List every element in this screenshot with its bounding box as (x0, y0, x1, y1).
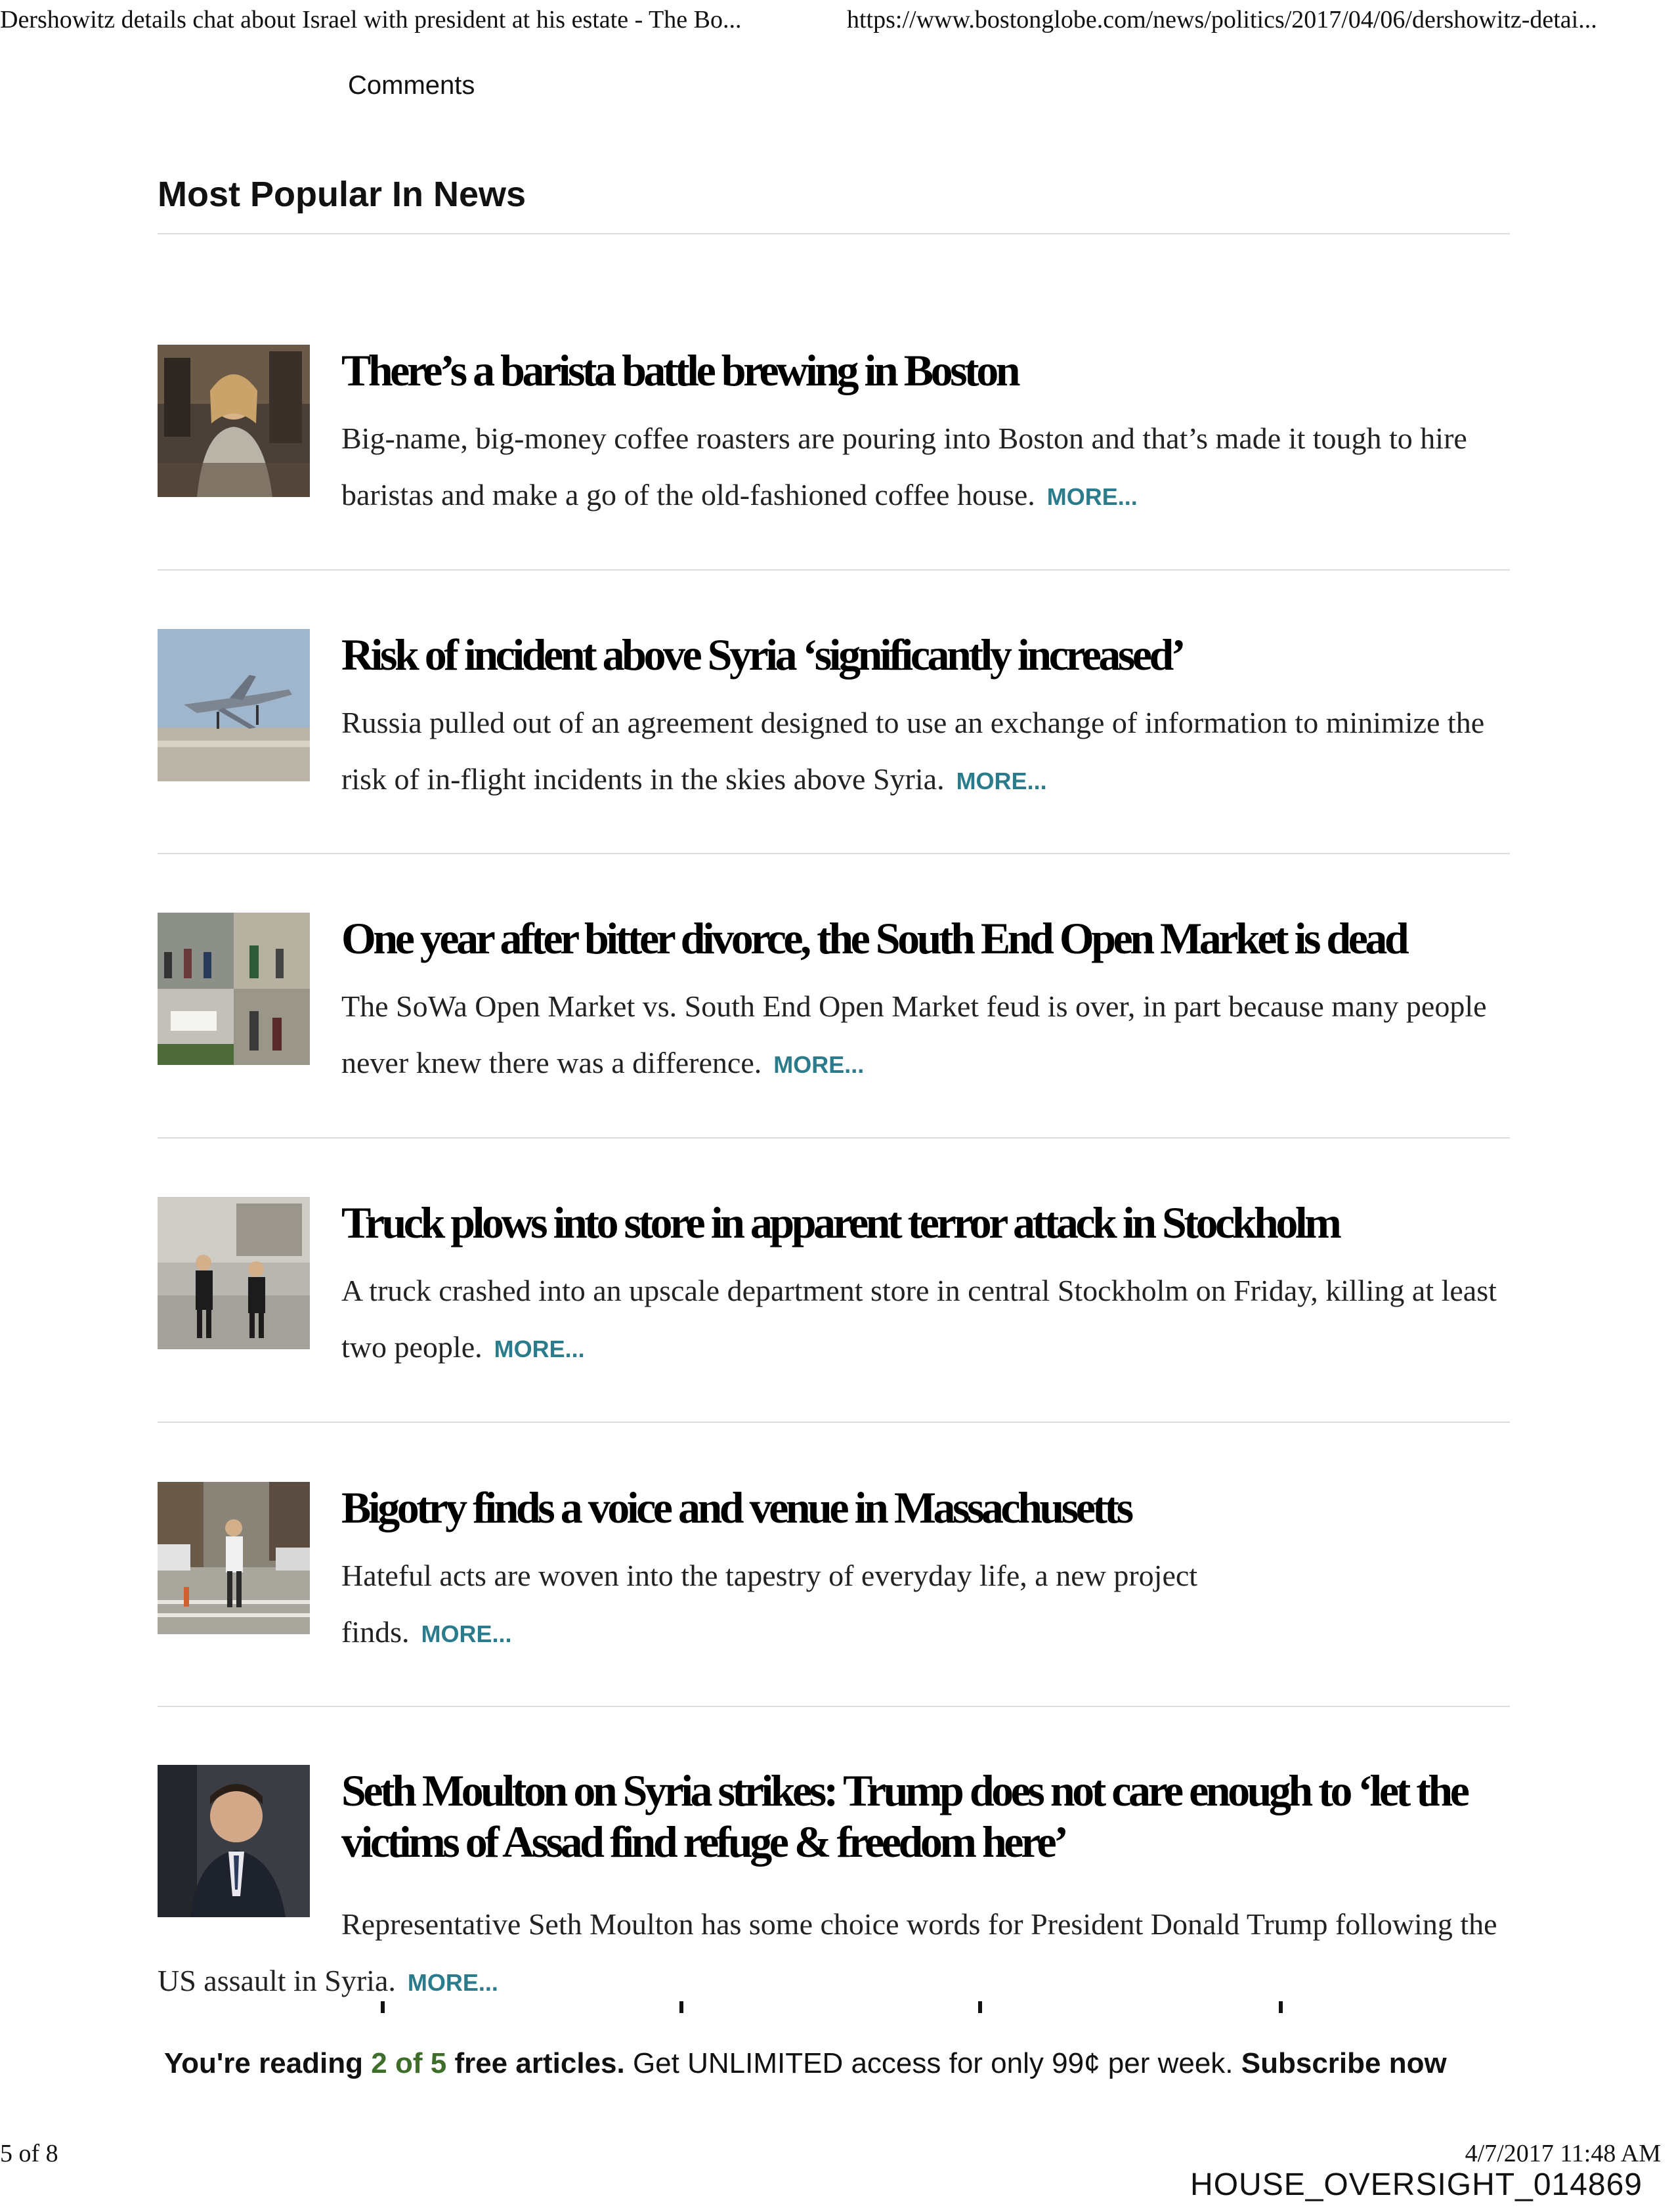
more-link[interactable]: MORE... (956, 768, 1047, 794)
paywall-free: free articles. (454, 2047, 625, 2079)
paywall-banner (164, 2047, 1543, 2080)
paywall-count: 2 of 5 (371, 2047, 447, 2079)
partial-scroll-marks (0, 2001, 1674, 2014)
page-number: 5 of 8 (0, 2140, 58, 2167)
street-photo-icon[interactable] (158, 1482, 310, 1634)
story-divider (158, 569, 1510, 571)
bates-stamp: HOUSE_OVERSIGHT_014869 (1190, 2167, 1642, 2202)
story-divider (158, 1137, 1510, 1139)
story-headline[interactable]: Risk of incident above Syria ‘significantly increased’ (341, 630, 1183, 680)
story-divider (158, 1421, 1510, 1423)
story-headline[interactable]: Bigotry finds a voice and venue in Massachusetts (341, 1483, 1131, 1532)
subscribe-link[interactable]: Subscribe now (1241, 2047, 1447, 2079)
print-timestamp: 4/7/2017 11:48 AM (1465, 2140, 1661, 2167)
more-link[interactable]: MORE... (773, 1051, 865, 1078)
story-headline[interactable]: Seth Moulton on Syria strikes: Trump does not care enough to ‘let the victims of Assad find refuge & freedom here’ (341, 1766, 1467, 1867)
story-summary: The SoWa Open Market vs. South End Open Market feud is over, in part because many people never knew there was a difference. MORE... (341, 989, 1487, 1079)
more-link[interactable]: MORE... (1046, 483, 1138, 510)
story-summary: A truck crashed into an upscale department store in central Stockholm on Friday, killing at least two people. MORE... (341, 1274, 1497, 1364)
story-divider (158, 1706, 1510, 1707)
tick-mark (1279, 2001, 1283, 2013)
tick-mark (679, 2001, 683, 2013)
section-divider (158, 233, 1510, 234)
more-link[interactable]: MORE... (421, 1620, 512, 1647)
print-page-url: https://www.bostonglobe.com/news/politics/2017/04/06/dershowitz-detai... (847, 6, 1597, 33)
paywall-prefix: You're reading (164, 2047, 364, 2079)
section-title: Most Popular In News (158, 175, 526, 214)
comments-link[interactable]: Comments (348, 71, 475, 100)
story-summary: Russia pulled out of an agreement designed to use an exchange of information to minimize the risk of in-flight incidents in the skies above Syria. MORE... (341, 706, 1485, 796)
paywall-offer: Get UNLIMITED access for only 99¢ per week. (632, 2047, 1234, 2079)
barista-photo-icon[interactable] (158, 345, 310, 497)
story-headline[interactable]: One year after bitter divorce, the South End Open Market is dead (341, 913, 1407, 963)
story-headline[interactable]: Truck plows into store in apparent terror attack in Stockholm (341, 1198, 1339, 1247)
market-photo-icon[interactable] (158, 913, 310, 1065)
print-page-title: Dershowitz details chat about Israel with president at his estate - The Bo... (0, 6, 742, 33)
police-photo-icon[interactable] (158, 1197, 310, 1349)
tick-mark (978, 2001, 982, 2013)
portrait-photo-icon[interactable] (158, 1765, 310, 1917)
jet-photo-icon[interactable] (158, 629, 310, 781)
print-header (0, 0, 1674, 46)
story-summary: Hateful acts are woven into the tapestry of everyday life, a new project finds. MORE... (341, 1559, 1198, 1649)
tick-mark (381, 2001, 385, 2013)
more-link[interactable]: MORE... (407, 1969, 498, 1996)
story-summary: Big-name, big-money coffee roasters are pouring into Boston and that’s made it tough to hire baristas and make a go of the old-fashioned coffee house. MORE... (341, 422, 1467, 511)
story-summary: Representative Seth Moulton has some choice words for President Donald Trump following the US assault in Syria. MORE... (158, 1907, 1497, 1997)
story-divider (158, 853, 1510, 854)
more-link[interactable]: MORE... (494, 1335, 585, 1362)
story-headline[interactable]: There’s a barista battle brewing in Boston (341, 345, 1018, 395)
